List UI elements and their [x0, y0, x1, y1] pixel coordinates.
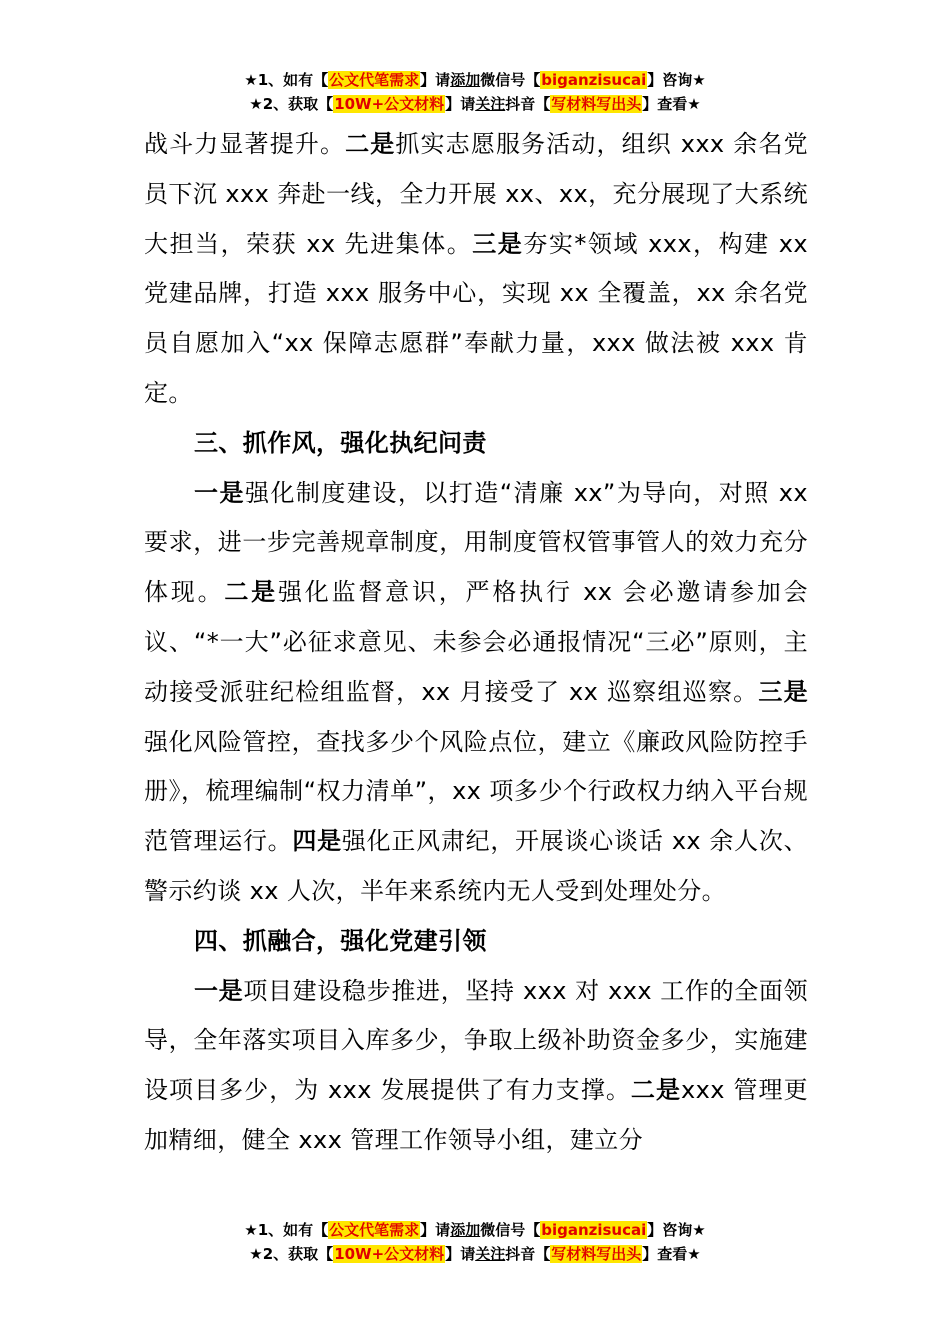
highlight-service: 公文代笔需求 — [329, 1221, 420, 1239]
paragraph-section-3: 一是强化制度建设，以打造“清廉 xx”为导向，对照 xx 要求，进一步完善规章制度，用制度管权管事管人的效力充分体现。二是强化监督意识，严格执行 xx 会必邀请参加会议、“*一大”必征求意见、未参会必通报情况“三必”原则，主动接受派驻纪检组监督，xx 月接受了 xx 巡察组巡察。三是强化风险管控，查找多少个风险点位，建立《廉政风险防控手册》，梳理编制“权力清单”，xx 项多少个行政权力纳入平台规范管理运行。四是强化正风肃纪，开展谈心谈话 xx 余人次、警示约谈 xx 人次，半年来系统内无人受到处理处分。 — [144, 478, 808, 905]
highlight-douyin: 写材料写出头 — [551, 95, 642, 113]
highlight-service: 公文代笔需求 — [329, 71, 420, 89]
promo-banner-top — [0, 68, 950, 116]
promo-line-1: ★1、如有【公文代笔需求】请添加微信号【biganzisucai】咨询★ — [244, 1221, 706, 1239]
paragraph-continuation: 战斗力显著提升。二是抓实志愿服务活动，组织 xxx 余名党员下沉 xxx 奔赴一线，全力开展 xx、xx，充分展现了大系统大担当，荣获 xx 先进集体。三是夯实*领域 xxx，构建 xx 党建品牌，打造 xxx 服务中心，实现 xx 全覆盖，xx 余名党员自愿加入“xx 保障志愿群”奉献力量，xxx 做法被 xxx 肯定。 — [144, 130, 808, 407]
promo-line-2: ★2、获取【10W+公文材料】请关注抖音【写材料写出头】查看★ — [249, 95, 701, 113]
highlight-wechat-id: biganzisucai — [541, 71, 647, 89]
highlight-materials: 10W+公文材料 — [334, 1245, 445, 1263]
section-heading-4: 四、抓融合，强化党建引领 — [194, 926, 487, 955]
document-body — [144, 120, 808, 1166]
highlight-wechat-id: biganzisucai — [541, 1221, 647, 1239]
highlight-douyin: 写材料写出头 — [551, 1245, 642, 1263]
promo-banner-bottom — [0, 1218, 950, 1266]
highlight-materials: 10W+公文材料 — [334, 95, 445, 113]
paragraph-section-4: 一是项目建设稳步推进，坚持 xxx 对 xxx 工作的全面领导，全年落实项目入库多少，争取上级补助资金多少，实施建设项目多少，为 xxx 发展提供了有力支撑。二是xxx 管理更加精细，健全 xxx 管理工作领导小组，建立分 — [144, 976, 808, 1154]
section-heading-3: 三、抓作风，强化执纪问责 — [194, 428, 487, 457]
promo-line-2: ★2、获取【10W+公文材料】请关注抖音【写材料写出头】查看★ — [249, 1245, 701, 1263]
promo-line-1: ★1、如有【公文代笔需求】请添加微信号【biganzisucai】咨询★ — [244, 71, 706, 89]
